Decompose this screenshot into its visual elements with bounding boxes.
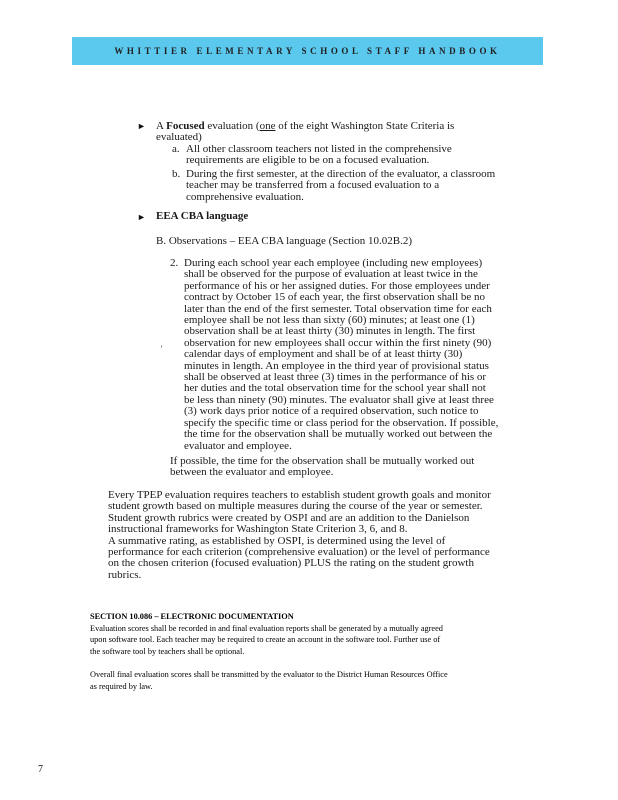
text-line: the time for the observation shall be mutually worked out between the: [184, 428, 493, 441]
tpep-paragraph: [108, 490, 491, 581]
text-line: shall be observed for the purpose of evaluation at least twice in the: [184, 268, 478, 281]
text-line: Every TPEP evaluation requires teachers to establish student growth goals and monitor: [108, 489, 491, 501]
text-line: employee shall be not less than sixty (60) minutes; at least one (1): [184, 314, 475, 327]
text-line: between the evaluator and employee.: [170, 466, 334, 479]
handbook-title: WHITTIER ELEMENTARY SCHOOL STAFF HANDBOOK: [114, 46, 501, 56]
text-line: Student growth rubrics were created by OSPI and are an addition to the Danielson: [108, 511, 470, 524]
text-line: observation shall be at least thirty (30) minutes in length. The first: [184, 325, 476, 338]
focused-intro: [156, 121, 454, 144]
text-line: If possible, the time for the observation shall be mutually worked out: [170, 455, 475, 467]
text-line: observation for new employees shall occur within the first ninety (90): [184, 336, 492, 349]
section-block: [90, 611, 443, 657]
list-marker: 2.: [170, 257, 179, 269]
text-line: performance for each criterion (comprehensive evaluation) or the level of performance: [108, 546, 490, 559]
focused-intro-lead: A: [156, 120, 167, 132]
page-number: 7: [38, 764, 43, 775]
text-line: All other classroom teachers not listed in the comprehensive: [186, 143, 452, 155]
text-line: During each school year each employee (including new employees): [184, 257, 483, 269]
focused-intro-tail: of the eight Washington State Criteria is: [275, 120, 455, 132]
scan-artifact: ’: [160, 344, 163, 354]
text-line: instructional frameworks for Washington State Criterion 3, 6, and 8.: [108, 523, 408, 536]
focused-intro-underlined: one: [259, 120, 276, 132]
text-line: comprehensive evaluation.: [186, 190, 304, 203]
eea-subheading: B. Observations – EEA CBA language (Section 10.02B.2): [156, 235, 413, 247]
text-line: requirements are eligible to be on a focused evaluation.: [186, 154, 430, 167]
text-line: on the chosen criterion (focused evaluation) PLUS the rating on the student growth: [108, 557, 474, 570]
header-banner: [72, 37, 543, 65]
text-line: A summative rating, as established by OSPI, is determined using the level of: [108, 534, 446, 547]
text-line: later than the end of the first semester. Total observation time for each: [184, 302, 492, 315]
text-line: be less than ninety (90) minutes. The evaluator shall give at least three: [184, 393, 494, 406]
text-line: During the first semester, at the direction of the evaluator, a classroom: [186, 168, 496, 180]
focused-intro-mid: evaluation (: [204, 120, 260, 132]
text-line: teacher may be transferred from a focused evaluation to a: [186, 179, 440, 192]
text-line: contract by October 15 of each year, the first observation shall be no: [184, 291, 486, 304]
section-heading: SECTION 10.086 – ELECTRONIC DOCUMENTATION: [90, 612, 294, 621]
list-marker: b.: [172, 168, 181, 180]
text-line: evaluator and employee.: [184, 439, 292, 452]
focused-intro-line2: evaluated): [156, 131, 202, 144]
text-line: student growth based on multiple measures during the course of the year or semester.: [108, 500, 483, 513]
focused-intro-bold: Focused: [166, 120, 205, 132]
bullet-arrow-icon: ►: [137, 212, 146, 222]
text-line: (3) work days prior notice of a required observation, such notice to: [184, 405, 479, 418]
text-line: performance of his or her assigned duties. For those employees under: [184, 279, 490, 292]
bullet-arrow-icon: ►: [137, 121, 146, 131]
text-line: as required by law.: [90, 681, 153, 691]
eea-item-2: [170, 258, 510, 458]
text-line: calendar days of employment and shall be of at least thirty (30): [184, 348, 463, 361]
text-line: Evaluation scores shall be recorded in and final evaluation reports shall be generated by a mutually agreed: [90, 623, 443, 633]
section-paragraph-2: [90, 669, 448, 692]
text-line: Overall final evaluation scores shall be transmitted by the evaluator to the District Human Resources Office: [90, 670, 448, 679]
text-line: shall be observed at least three (3) times in the performance of his or: [184, 371, 487, 384]
text-line: upon software tool. Each teacher may be required to create an account in the software tool. Further use of: [90, 635, 441, 644]
text-line: specify the specific time or class period for the observation. If possible,: [184, 416, 499, 429]
focused-item-b: [172, 169, 512, 205]
eea-heading: EEA CBA language: [156, 210, 249, 222]
text-line: her duties and the total observation time for the school year shall not: [184, 382, 486, 395]
text-line: minutes in length. An employee in the third year of provisional status: [184, 359, 489, 372]
list-marker: a.: [172, 143, 180, 155]
text-line: the software tool by teachers shall be optional.: [90, 646, 245, 656]
eea-note: [170, 456, 474, 479]
text-line: rubrics.: [108, 568, 142, 581]
